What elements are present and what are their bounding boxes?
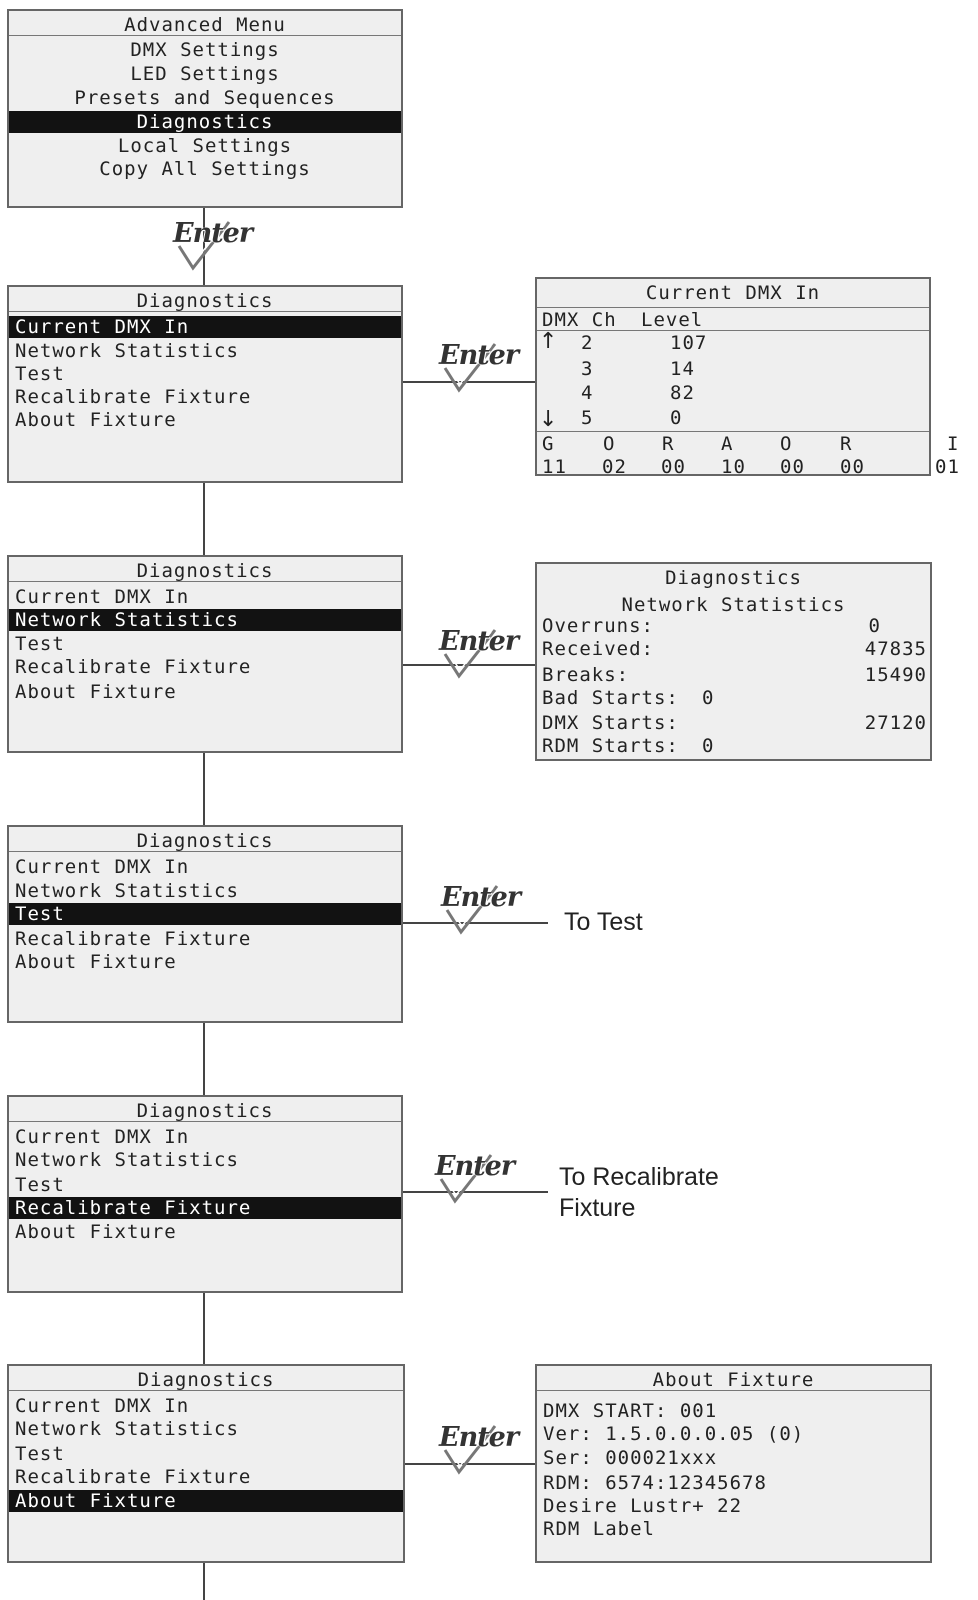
menu-item-network-statistics[interactable]: Network Statistics	[15, 1418, 239, 1440]
menu-item-recalibrate-fixture[interactable]: Recalibrate Fixture	[15, 1466, 252, 1488]
channel-letter: A	[721, 433, 734, 455]
enter-key-icon: Enter	[439, 340, 511, 398]
enter-key-icon: Enter	[439, 1422, 511, 1480]
dmx-level-value: 107	[670, 332, 708, 354]
enter-key-icon: Enter	[173, 218, 245, 276]
menu-item-local-settings[interactable]: Local Settings	[117, 135, 293, 157]
channel-letter: R	[840, 433, 853, 455]
channel-value: 00	[661, 456, 686, 478]
menu-item-network-statistics[interactable]: Network Statistics	[9, 609, 401, 631]
current-dmx-in-screen	[535, 277, 960, 478]
received-value: 47835	[864, 638, 927, 660]
menu-item-current-dmx-in[interactable]: Current DMX In	[15, 1126, 190, 1148]
menu-item-test[interactable]: Test	[15, 1443, 65, 1465]
about-line-serial: Ser: 000021xxx	[543, 1447, 718, 1469]
about-fixture-screen	[535, 1364, 932, 1563]
connector-line	[203, 1023, 205, 1095]
menu-item-copy-all-settings[interactable]: Copy All Settings	[99, 158, 311, 180]
rdm-starts-value: 0	[702, 735, 715, 757]
received-label: Received:	[542, 638, 654, 660]
dmx-starts-value: 27120	[864, 712, 927, 734]
dmx-starts-label: DMX Starts:	[542, 712, 679, 734]
connector-line	[203, 1292, 205, 1364]
channel-value: 00	[840, 456, 865, 478]
menu-item-about-fixture[interactable]: About Fixture	[15, 681, 177, 703]
menu-item-network-statistics[interactable]: Network Statistics	[15, 1149, 239, 1171]
network-statistics-title: Diagnostics	[665, 567, 802, 589]
channel-value: 10	[721, 456, 746, 478]
channel-letter: G	[542, 433, 555, 455]
about-line-dmx-start: DMX START: 001	[543, 1400, 718, 1422]
menu-item-recalibrate-fixture[interactable]: Recalibrate Fixture	[15, 928, 252, 950]
dmx-channel-value: 4	[581, 382, 594, 404]
to-recalibrate-label	[559, 1162, 719, 1224]
diagnostics-menu-screen	[7, 285, 403, 483]
diagnostics-title: Diagnostics	[9, 287, 401, 312]
menu-item-recalibrate-fixture[interactable]: Recalibrate Fixture	[15, 386, 252, 408]
menu-item-diagnostics[interactable]: Diagnostics	[9, 111, 401, 133]
level-header: Level	[641, 309, 704, 331]
diagnostics-menu-screen	[7, 1095, 403, 1293]
about-line-model: Desire Lustr+ 22	[543, 1495, 743, 1517]
menu-item-led-settings[interactable]: LED Settings	[130, 63, 280, 85]
channel-letter: O	[603, 433, 616, 455]
dmx-level-value: 82	[670, 382, 695, 404]
menu-item-current-dmx-in[interactable]: Current DMX In	[15, 586, 190, 608]
diagnostics-menu-screen	[7, 555, 403, 753]
overruns-value: 0	[868, 615, 881, 637]
menu-item-test[interactable]: Test	[15, 363, 65, 385]
enter-key-icon: Enter	[439, 626, 511, 684]
enter-key-icon: Enter	[435, 1151, 507, 1209]
advanced-menu-screen	[7, 9, 403, 208]
menu-item-recalibrate-fixture[interactable]: Recalibrate Fixture	[15, 656, 252, 678]
channel-letter: R	[662, 433, 675, 455]
diagnostics-menu-screen	[7, 1364, 405, 1563]
menu-item-about-fixture[interactable]: About Fixture	[15, 1221, 177, 1243]
breaks-value: 15490	[864, 664, 927, 686]
menu-item-current-dmx-in[interactable]: Current DMX In	[9, 316, 401, 338]
diagnostics-title: Diagnostics	[9, 827, 401, 852]
current-dmx-in-title: Current DMX In	[537, 279, 929, 308]
channel-value: 02	[602, 456, 627, 478]
overruns-label: Overruns:	[542, 615, 654, 637]
diagnostics-title: Diagnostics	[9, 557, 401, 582]
diagnostics-menu-screen	[7, 825, 403, 1023]
scroll-up-arrow-icon[interactable]: ↑	[539, 329, 558, 354]
channel-letter: I	[947, 433, 960, 455]
dmx-channel-value: 3	[581, 358, 594, 380]
channel-value: 00	[780, 456, 805, 478]
network-statistics-subtitle: Network Statistics	[621, 594, 846, 616]
about-line-rdm-label: RDM Label	[543, 1518, 655, 1540]
about-fixture-title: About Fixture	[537, 1366, 930, 1391]
breaks-label: Breaks:	[542, 664, 630, 686]
menu-item-current-dmx-in[interactable]: Current DMX In	[15, 1395, 190, 1417]
menu-item-presets-and-sequences[interactable]: Presets and Sequences	[74, 87, 336, 109]
menu-item-dmx-settings[interactable]: DMX Settings	[130, 39, 280, 61]
rdm-starts-label: RDM Starts:	[542, 735, 679, 757]
network-statistics-screen	[535, 562, 932, 761]
menu-item-test[interactable]: Test	[15, 633, 65, 655]
dmx-channel-header: DMX Ch	[542, 309, 617, 331]
menu-item-about-fixture[interactable]: About Fixture	[15, 409, 177, 431]
enter-key-icon: Enter	[441, 882, 513, 940]
connector-line	[203, 753, 205, 825]
menu-item-network-statistics[interactable]: Network Statistics	[15, 340, 239, 362]
menu-item-about-fixture[interactable]: About Fixture	[15, 951, 177, 973]
to-test-label: To Test	[564, 908, 643, 936]
menu-item-recalibrate-fixture[interactable]: Recalibrate Fixture	[9, 1197, 401, 1219]
menu-item-current-dmx-in[interactable]: Current DMX In	[15, 856, 190, 878]
diagnostics-title: Diagnostics	[9, 1097, 401, 1122]
dmx-channel-value: 2	[581, 332, 594, 354]
to-recalibrate-line: Fixture	[559, 1194, 636, 1222]
scroll-down-arrow-icon[interactable]: ↓	[539, 407, 558, 432]
dmx-level-value: 0	[670, 407, 683, 429]
about-line-rdm: RDM: 6574:12345678	[543, 1472, 767, 1494]
bad-starts-label: Bad Starts:	[542, 687, 679, 709]
menu-item-test[interactable]: Test	[15, 1174, 65, 1196]
to-recalibrate-line: To Recalibrate	[559, 1163, 719, 1191]
dmx-level-value: 14	[670, 358, 695, 380]
connector-line	[203, 1563, 205, 1600]
channel-value: 11	[542, 456, 567, 478]
advanced-menu-title: Advanced Menu	[9, 11, 401, 36]
about-line-version: Ver: 1.5.0.0.0.05 (0)	[543, 1423, 805, 1445]
channel-letter: O	[780, 433, 793, 455]
menu-item-test[interactable]: Test	[9, 903, 401, 925]
connector-line	[203, 483, 205, 555]
bad-starts-value: 0	[702, 687, 715, 709]
menu-item-about-fixture[interactable]: About Fixture	[9, 1490, 403, 1512]
channel-value: 01	[935, 456, 960, 478]
diagnostics-title: Diagnostics	[9, 1366, 403, 1391]
dmx-channel-value: 5	[581, 407, 594, 429]
menu-item-network-statistics[interactable]: Network Statistics	[15, 880, 239, 902]
